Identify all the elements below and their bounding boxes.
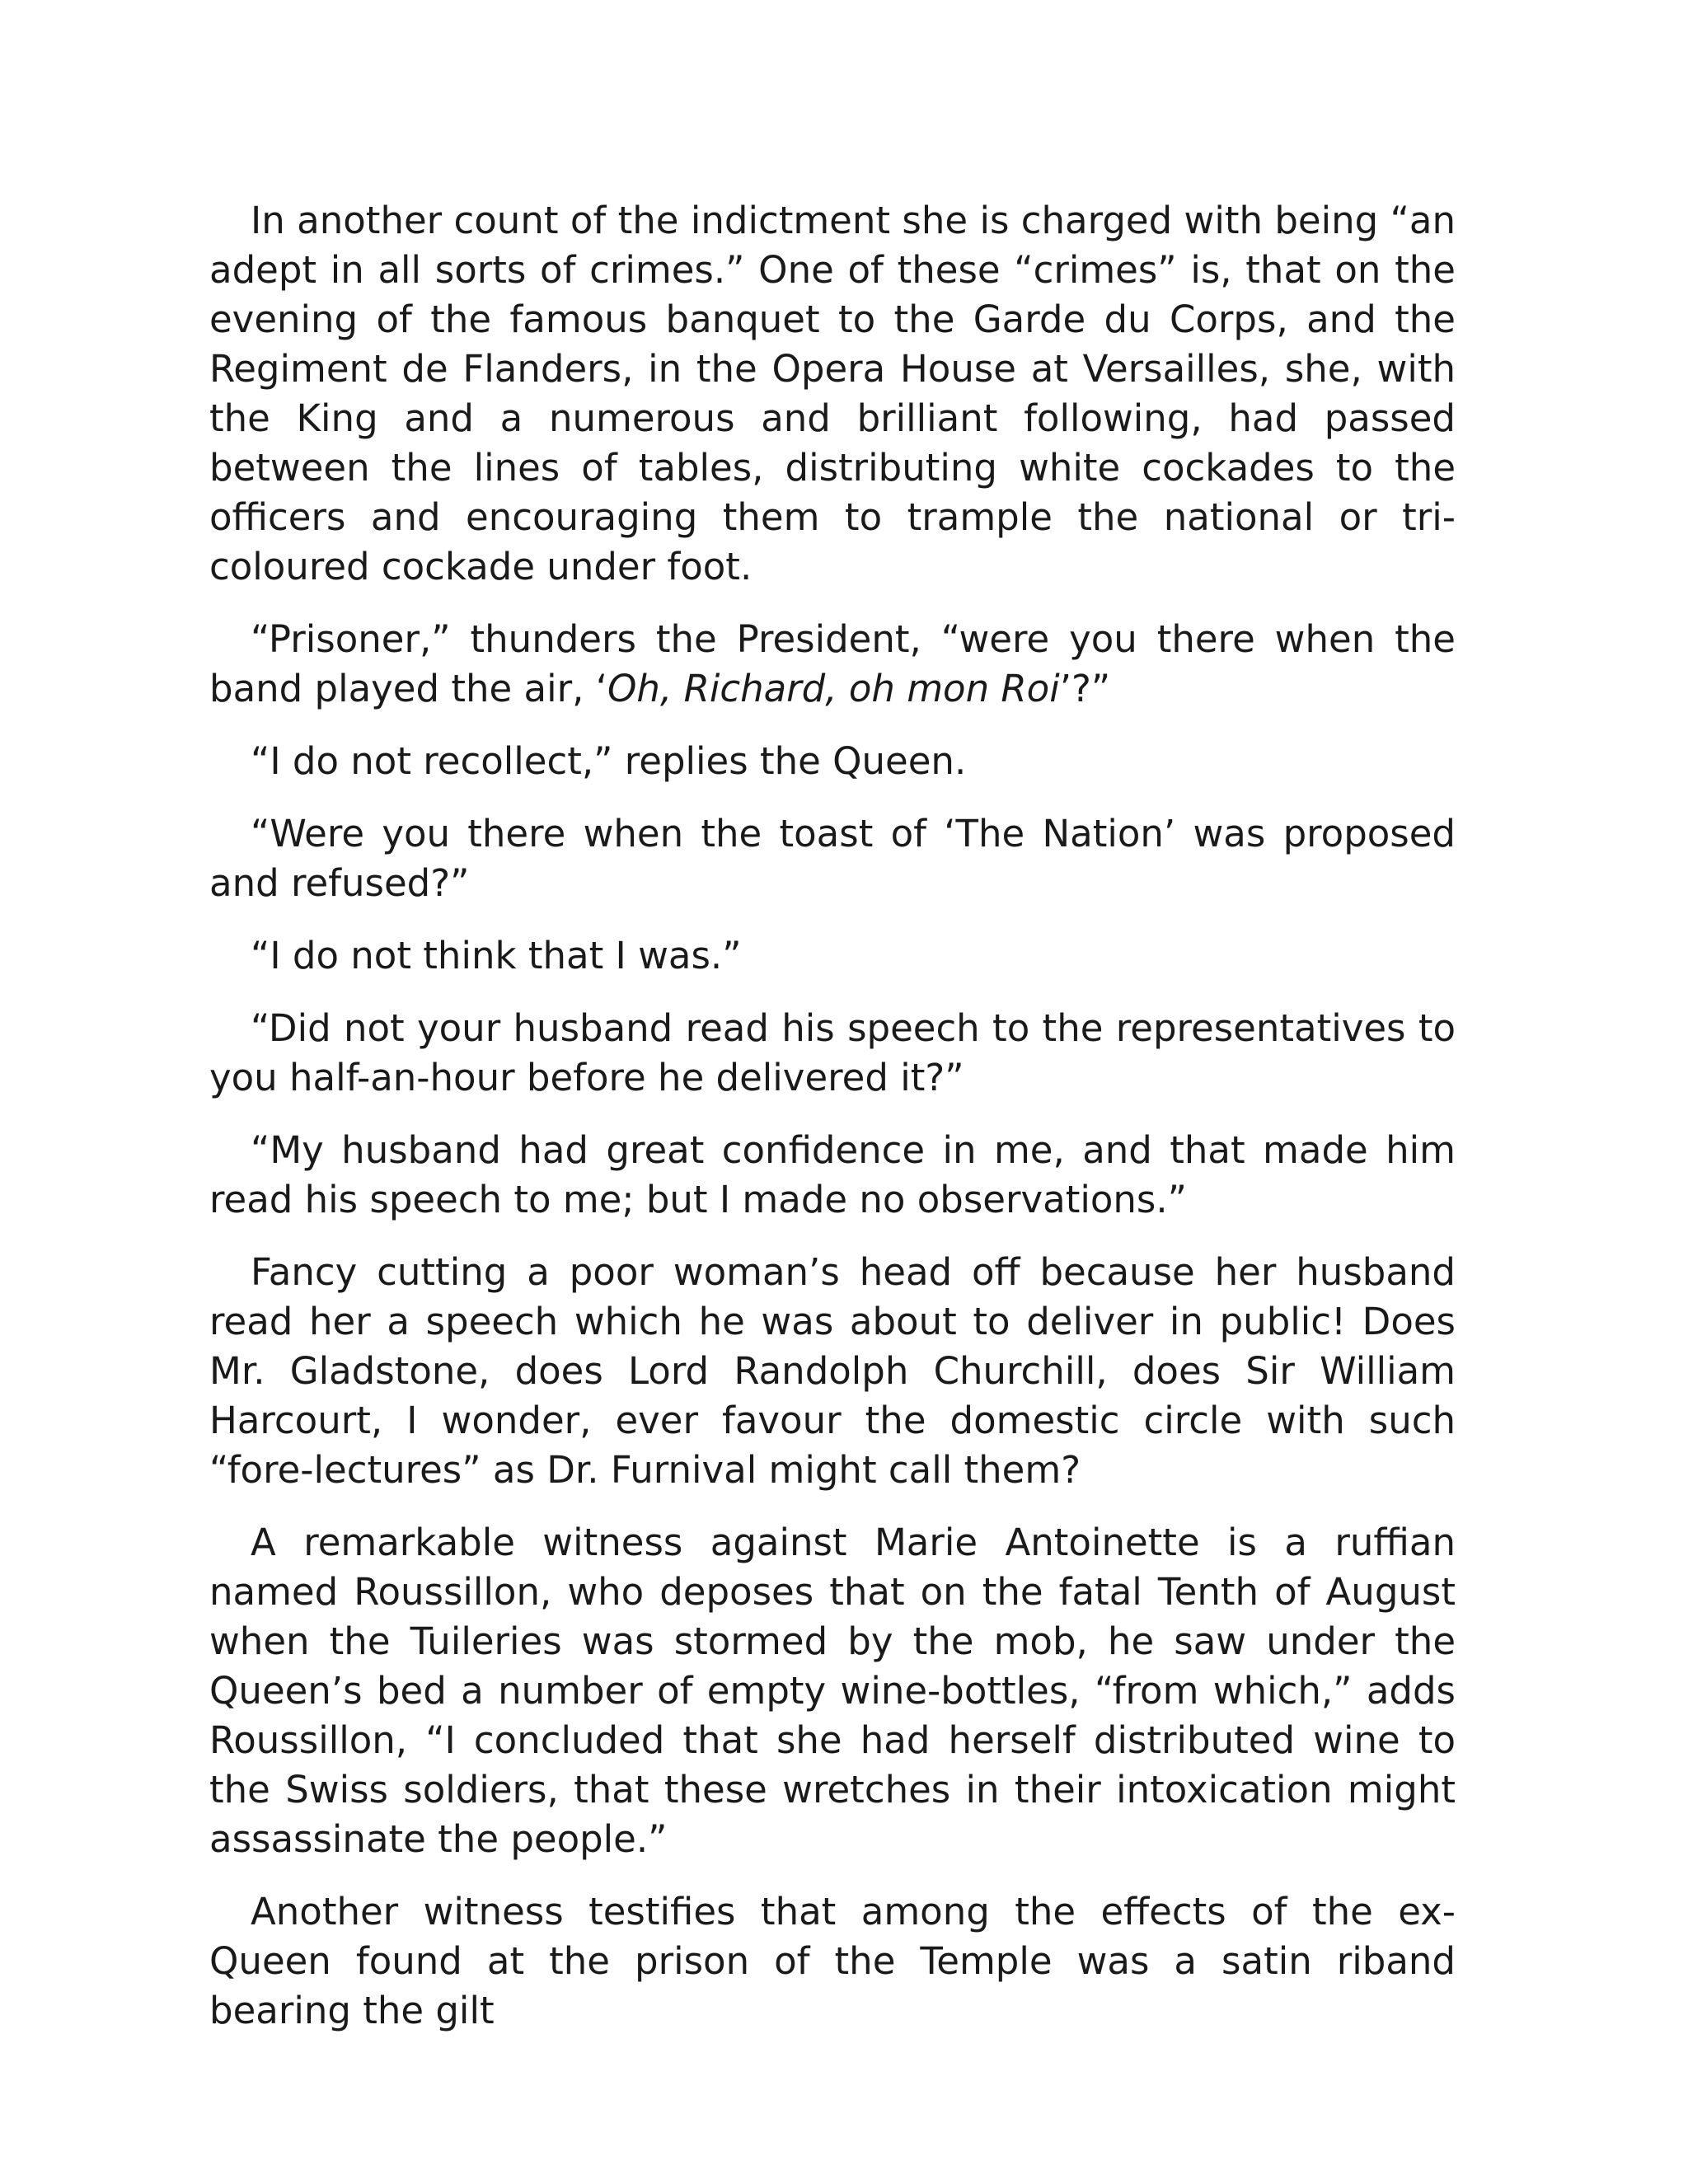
song-title: Oh, Richard, oh mon Roi [607, 667, 1060, 710]
paragraph-fancy-commentary: Fancy cutting a poor woman’s head off because her husband read her a speech which he was about to deliver in public! Does Mr. Gladstone, does Lord Randolph Churchill, does Sir William Harcourt, I wonder, ever favour the domestic circle with such “fore-lectures” as Dr. Furnival might call them? [209, 1250, 1456, 1492]
prisoner-question-close: ’?” [1059, 667, 1111, 710]
document-page [209, 196, 1456, 2059]
paragraph-prisoner-question [209, 615, 1456, 714]
paragraph-queen-reply-2: “I do not think that I was.” [251, 934, 742, 977]
paragraph-another-witness: Another witness testifies that among the effects of the ex-Queen found at the prison of the Temple was a satin riband bearing the gilt [209, 1890, 1456, 2032]
paragraph-queen-reply-1: “I do not recollect,” replies the Queen. [251, 739, 967, 783]
paragraph-speech-question: “Did not your husband read his speech to the representatives to you half-an-hour before he delivered it?” [209, 1006, 1456, 1099]
paragraph-roussillon-witness: A remarkable witness against Marie Antoinette is a ruffian named Roussillon, who deposes that on the fatal Tenth of August when the Tuileries was stormed by the mob, he saw under the Queen’s bed a number of empty wine-bottles, “from which,” adds Roussillon, “I concluded that she had herself distributed wine to the Swiss soldiers, that these wretches in their intoxication might assassinate the people.” [209, 1521, 1456, 1861]
paragraph-queen-reply-3: “My husband had great confidence in me, and that made him read his speech to me; but I made no observations.” [209, 1128, 1456, 1221]
prisoner-question-text: “Prisoner,” thunders the President, “were you there when the band played the air, ‘ [209, 617, 1456, 710]
paragraph-indictment: In another count of the indictment she is charged with being “an adept in all sorts of crimes.” One of these “crimes” is, that on the evening of the famous banquet to the Garde du Corps, and the Regiment de Flanders, in the Opera House at Versailles, she, with the King and a numerous and brilliant following, had passed between the lines of tables, distributing white cockades to the officers and encouraging them to trample the national or tri-coloured cockade under foot. [209, 199, 1456, 588]
paragraph-toast-question: “Were you there when the toast of ‘The Nation’ was proposed and refused?” [209, 812, 1456, 905]
